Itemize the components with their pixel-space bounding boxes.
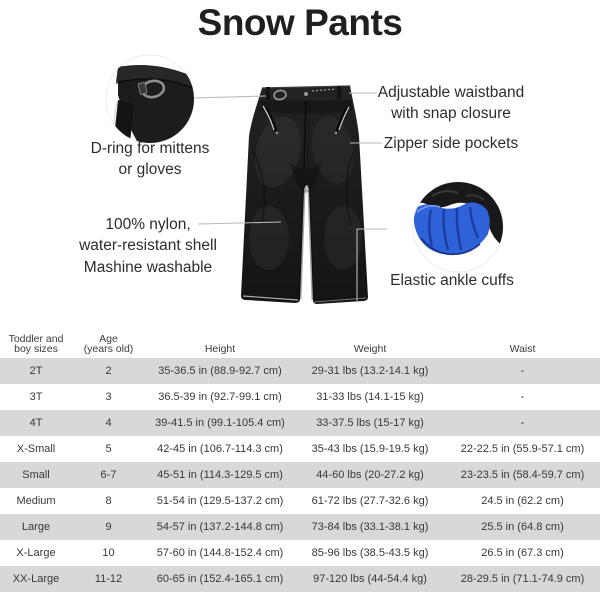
table-row — [0, 540, 600, 566]
page-title: Snow Pants — [197, 2, 403, 43]
cell-waist: 26.5 in (67.3 cm) — [481, 547, 564, 559]
table-row — [0, 566, 600, 592]
callout-pockets — [341, 133, 561, 154]
header-weight: Weight — [353, 343, 387, 355]
cell-waist: 22-22.5 in (55.9-57.1 cm) — [460, 443, 585, 455]
cell-waist: 28-29.5 in (71.1-74.9 cm) — [460, 573, 585, 585]
d-ring-detail-icon — [106, 55, 200, 143]
size-table-header — [0, 330, 600, 358]
cell-weight: 44-60 lbs (20-27.2 kg) — [316, 469, 424, 481]
cell-weight: 61-72 lbs (27.7-32.6 kg) — [311, 495, 429, 507]
callout-waistband-line1: Adjustable waistband — [377, 84, 525, 101]
cell-size: X-Small — [16, 443, 56, 455]
callout-cuffs — [342, 270, 562, 291]
snap-button — [304, 92, 308, 96]
cell-age: 6-7 — [100, 469, 117, 481]
callout-waistband-line2: with snap closure — [391, 105, 511, 122]
cell-weight: 35-43 lbs (15.9-19.5 kg) — [311, 443, 429, 455]
cell-age: 4 — [105, 417, 112, 429]
cell-waist: - — [520, 391, 525, 403]
size-table-body — [0, 358, 600, 592]
table-row — [0, 488, 600, 514]
callout-shell-line1: 100% nylon, — [105, 216, 191, 233]
cell-height: 35-36.5 in (88.9-92.7 cm) — [158, 365, 282, 377]
callout-waistband — [341, 82, 561, 124]
cell-size: Large — [21, 521, 51, 533]
callout-d-ring — [40, 138, 260, 180]
cell-size: 3T — [29, 391, 43, 403]
callout-washable-line1: Mashine washable — [83, 259, 213, 276]
header-sizes: Toddler and boy sizes — [8, 333, 64, 355]
cell-weight: 97-120 lbs (44-54.4 kg) — [313, 573, 427, 585]
header-age: Age (years old) — [83, 333, 134, 355]
cell-waist: - — [520, 365, 525, 377]
cell-height: 54-57 in (137.2-144.8 cm) — [156, 521, 284, 533]
ankle-cuff-detail-icon — [413, 182, 503, 272]
cell-size: XX-Large — [12, 573, 60, 585]
cell-height: 57-60 in (144.8-152.4 cm) — [156, 547, 284, 559]
cell-weight: 33-37.5 lbs (15-17 kg) — [316, 417, 424, 429]
callout-washable — [38, 257, 258, 278]
cell-waist: 25.5 in (64.8 cm) — [481, 521, 564, 533]
cell-height: 36.5-39 in (92.7-99.1 cm) — [158, 391, 282, 403]
cell-weight: 73-84 lbs (33.1-38.1 kg) — [311, 521, 429, 533]
callout-d-ring-line2: or gloves — [118, 161, 182, 178]
cell-height: 51-54 in (129.5-137.2 cm) — [156, 495, 284, 507]
belt-loop — [266, 87, 270, 100]
cell-age: 2 — [105, 365, 112, 377]
callout-shell — [38, 214, 258, 256]
table-row — [0, 514, 600, 540]
cell-waist: 23-23.5 in (58.4-59.7 cm) — [460, 469, 585, 481]
cell-height: 60-65 in (152.4-165.1 cm) — [156, 573, 284, 585]
cell-height: 42-45 in (106.7-114.3 cm) — [157, 443, 283, 455]
size-table — [0, 330, 600, 592]
cell-waist: 24.5 in (62.2 cm) — [481, 495, 564, 507]
cell-height: 45-51 in (114.3-129.5 cm) — [157, 469, 283, 481]
cell-size: Medium — [16, 495, 56, 507]
callout-cuffs-line1: Elastic ankle cuffs — [390, 272, 514, 289]
cell-size: 4T — [29, 417, 43, 429]
cell-weight: 85-96 lbs (38.5-43.5 kg) — [311, 547, 429, 559]
table-row — [0, 384, 600, 410]
table-row — [0, 410, 600, 436]
cell-age: 9 — [105, 521, 112, 533]
cell-age: 5 — [105, 443, 112, 455]
cell-waist: - — [520, 417, 525, 429]
callout-d-ring-line1: D-ring for mittens — [90, 140, 210, 157]
cell-weight: 29-31 lbs (13.2-14.1 kg) — [311, 365, 429, 377]
cell-age: 11-12 — [94, 573, 123, 585]
table-row — [0, 436, 600, 462]
cell-age: 10 — [102, 547, 115, 559]
callout-pockets-line1: Zipper side pockets — [383, 135, 519, 152]
table-row — [0, 358, 600, 384]
cell-size: X-Large — [16, 547, 56, 559]
cell-weight: 31-33 lbs (14.1-15 kg) — [316, 391, 424, 403]
table-row — [0, 462, 600, 488]
header-waist: Waist — [509, 343, 536, 355]
cell-size: Small — [22, 469, 50, 481]
cell-height: 39-41.5 in (99.1-105.4 cm) — [155, 417, 285, 429]
cell-size: 2T — [29, 365, 43, 377]
cell-age: 8 — [105, 495, 112, 507]
callout-shell-line2: water-resistant shell — [79, 237, 217, 254]
cell-age: 3 — [105, 391, 112, 403]
header-height: Height — [204, 343, 236, 355]
